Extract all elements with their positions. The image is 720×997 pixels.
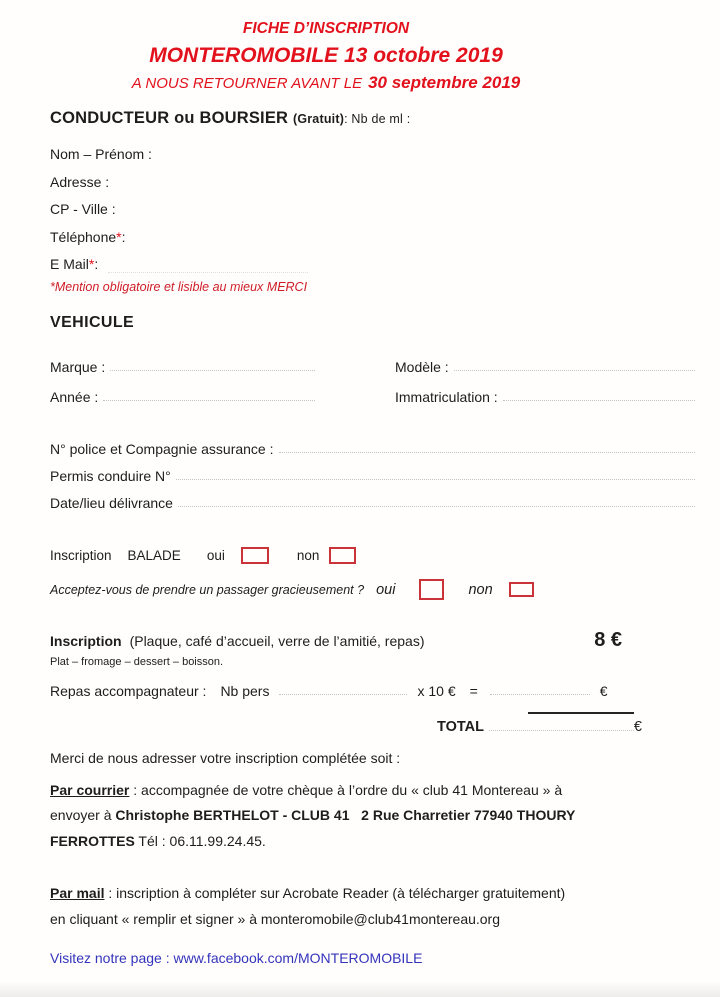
field-label-police-assurance: N° police et Compagnie assurance : — [50, 440, 274, 457]
facebook-link[interactable]: Visitez notre page : www.facebook.com/MONTEROMOBILE — [50, 950, 423, 966]
email-line-1 — [50, 881, 685, 907]
par-courrier-label: Par courrier — [50, 781, 130, 798]
deadline-line — [50, 73, 602, 93]
field-line-modele[interactable] — [454, 370, 695, 371]
contact-name-address: Christophe BERTHELOT - CLUB 41 2 Rue Charretier 77940 THOURY — [115, 807, 576, 823]
multiplier-label: x 10 € — [417, 682, 456, 699]
field-line-total[interactable] — [489, 730, 634, 731]
contact-phone: Tél : 06.11.99.24.45. — [134, 832, 266, 849]
field-line-delivrance[interactable] — [178, 506, 695, 507]
field-modele — [395, 345, 695, 375]
vehicle-row-2 — [50, 375, 695, 405]
field-line-immatriculation[interactable] — [503, 400, 695, 401]
field-line-permis[interactable] — [176, 479, 695, 480]
field-delivrance — [50, 484, 695, 511]
field-line-meal-total[interactable] — [490, 694, 590, 695]
passenger-row — [50, 577, 695, 603]
field-label-nom-prenom: Nom – Prénom : — [50, 146, 152, 162]
field-label-immatriculation: Immatriculation : — [395, 388, 498, 405]
field-label-delivrance: Date/lieu délivrance — [50, 494, 173, 511]
inscription-detail: (Plaque, café d’accueil, verre de l’amitié, repas) — [129, 632, 425, 649]
identity-fields — [50, 141, 695, 279]
field-label-email: E Mail — [50, 256, 89, 272]
required-asterisk: * — [88, 256, 95, 272]
checkbox-passenger-non[interactable] — [509, 582, 534, 597]
checkbox-passenger-oui[interactable] — [419, 579, 444, 600]
field-row-telephone — [50, 224, 695, 252]
field-label-marque: Marque : — [50, 358, 106, 375]
deadline-text: A NOUS RETOURNER AVANT LE — [131, 75, 363, 92]
email-line-2: en cliquant « remplir et signer » à monteromobile@club41montereau.org — [50, 910, 501, 927]
field-line-nb-pers[interactable] — [279, 694, 407, 695]
mail-courier-paragraph — [50, 778, 685, 855]
email-text-1: : inscription à compléter sur Acrobate Reader (à télécharger gratuitement) — [104, 885, 566, 901]
field-label-annee: Année : — [50, 388, 99, 405]
event-title: MONTEROMOBILE 13 octobre 2019 — [149, 44, 503, 67]
contact-city: FERROTTES — [50, 832, 135, 849]
nb-pers-label: Nb pers — [220, 682, 270, 699]
balade-oui-label: oui — [206, 548, 225, 563]
field-marque — [50, 345, 395, 375]
form-title: FICHE D’INSCRIPTION — [242, 20, 410, 37]
balade-row — [50, 544, 695, 568]
companion-meal-row — [50, 683, 695, 699]
checkbox-balade-non[interactable] — [329, 547, 356, 564]
total-row — [437, 719, 642, 735]
field-colon: : — [94, 256, 99, 272]
inscription-price: 8 € — [594, 628, 622, 651]
field-row-email — [50, 251, 695, 279]
deadline-date: 30 septembre 2019 — [368, 73, 521, 92]
menu-note: Plat – fromage – dessert – boisson. — [50, 655, 224, 668]
total-label: TOTAL — [437, 718, 484, 735]
repas-label: Repas accompagnateur : — [50, 682, 207, 699]
form-header — [50, 20, 602, 93]
conducteur-title: CONDUCTEUR ou BOURSIER — [50, 109, 289, 127]
return-instructions-intro: Merci de nous adresser votre inscription complétée soit : — [50, 749, 401, 766]
vehicle-fields — [50, 345, 695, 405]
field-colon: : — [121, 228, 126, 245]
field-label-modele: Modèle : — [395, 358, 449, 375]
balade-label: BALADE — [127, 548, 181, 563]
checkbox-balade-oui[interactable] — [241, 547, 269, 564]
passenger-non-label: non — [468, 581, 493, 598]
courier-line-3 — [50, 829, 685, 855]
balade-non-label: non — [296, 548, 320, 563]
field-immatriculation — [395, 375, 695, 405]
insurance-fields — [50, 430, 695, 511]
courier-line-2 — [50, 803, 685, 829]
field-line-marque[interactable] — [110, 370, 315, 371]
par-mail-label: Par mail — [50, 885, 105, 901]
euro-sign: € — [599, 682, 608, 699]
field-line-annee[interactable] — [103, 400, 315, 401]
field-label-permis: Permis conduire N° — [50, 467, 171, 484]
field-annee — [50, 375, 395, 405]
passenger-question: Acceptez-vous de prendre un passager gracieusement ? — [50, 582, 365, 597]
required-note: *Mention obligatoire et lisible au mieux MERCI — [50, 279, 308, 294]
total-sum-line — [528, 712, 634, 714]
field-line-email[interactable] — [108, 272, 308, 273]
required-asterisk: * — [116, 228, 122, 245]
email-paragraph — [50, 881, 685, 932]
equals-sign: = — [469, 682, 478, 699]
field-label-telephone: Téléphone — [50, 228, 117, 245]
nb-ml-label: : Nb de ml : — [344, 112, 411, 126]
inscription-price-row — [50, 629, 695, 652]
field-permis — [50, 457, 695, 484]
courier-line-1 — [50, 778, 685, 804]
field-row-cp-ville — [50, 196, 695, 224]
inscription-label: Inscription — [50, 632, 122, 649]
passenger-oui-label: oui — [376, 581, 396, 598]
section-heading-conducteur — [50, 109, 695, 128]
courier-text-2: envoyer à — [50, 807, 116, 823]
field-line-police-assurance[interactable] — [279, 452, 696, 453]
gratuit-label: (Gratuit) — [292, 112, 345, 126]
courier-text-1: : accompagnée de votre chèque à l’ordre du « club 41 Montereau » à — [129, 781, 563, 798]
vehicle-row-1 — [50, 345, 695, 375]
field-police-assurance — [50, 430, 695, 457]
section-heading-vehicule: VEHICULE — [50, 313, 135, 331]
field-label-adresse: Adresse : — [50, 173, 110, 190]
balade-label-inscription: Inscription — [50, 548, 112, 563]
field-row-adresse — [50, 169, 695, 197]
field-row-nom-prenom — [50, 141, 695, 169]
total-euro-sign: € — [633, 718, 642, 735]
field-label-cp-ville: CP - Ville : — [50, 201, 116, 217]
